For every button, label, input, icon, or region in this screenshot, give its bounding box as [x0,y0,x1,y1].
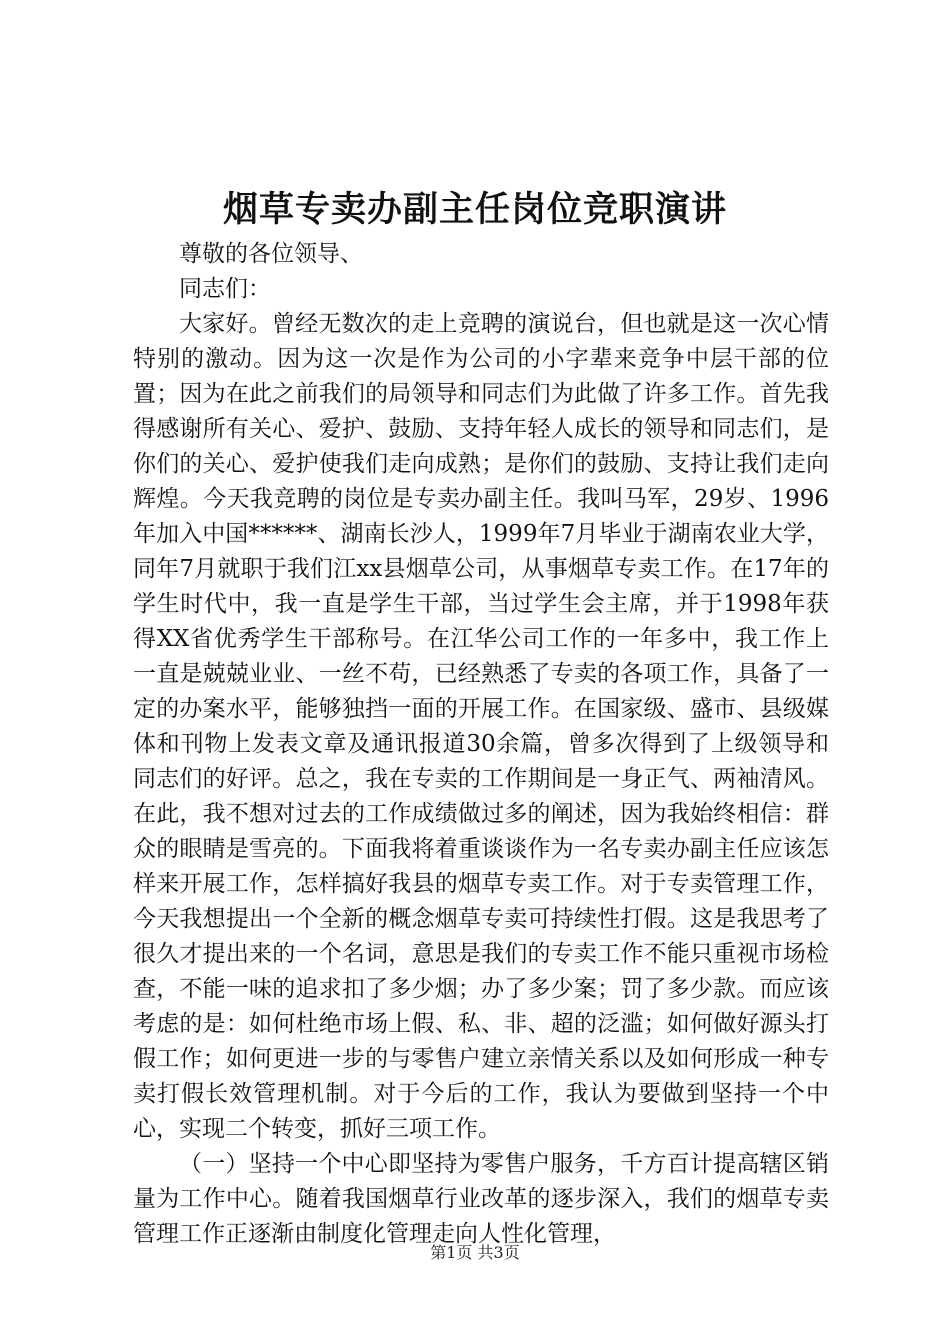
salutation-line-2: 同志们： [179,276,271,302]
salutation-line-1: 尊敬的各位领导、 [179,241,363,267]
document-title: 烟草专卖办副主任岗位竞职演讲 [222,189,727,230]
paragraph-1: 大家好。曾经无数次的走上竞聘的演说台，但也就是这一次心情特别的激动。因为这一次是作为公司的小字辈来竞争中层干部的位置；因为在此之前我们的局领导和同志们为此做了许多工作。首先我得感谢所有关心、爱护、鼓励、支持年轻人成长的领导和同志们，是你们的关心、爱护使我们走向成熟；是你们的鼓励、支持让我们走向辉煌。今天我竞聘的岗位是专卖办副主任。我叫马军，29岁、1996年加入中国******、湖南长沙人，1999年7月毕业于湖南农业大学，同年7月就职于我们江xx县烟草公司，从事烟草专卖工作。在17年的学生时代中，我一直是学生干部，当过学生会主席，并于1998年获得XX省优秀学生干部称号。在江华公司工作的一年多中，我工作上一直是兢兢业业、一丝不苟，已经熟悉了专卖的各项工作，具备了一定的办案水平，能够独挡一面的开展工作。在国家级、盛市、县级媒体和刊物上发表文章及通讯报道30余篇，曾多次得到了上级领导和同志们的好评。总之，我在专卖的工作期间是一身正气、两袖清风。在此，我不想对过去的工作成绩做过多的阐述，因为我始终相信：群众的眼睛是雪亮的。下面我将着重谈谈作为一名专卖办副主任应该怎样来开展工作，怎样搞好我县的烟草专卖工作。对于专卖管理工作，今天我想提出一个全新的概念烟草专卖可持续性打假。这是我思考了很久才提出来的一个名词，意思是我们的专卖工作不能只重视市场检查，不能一味的追求扣了多少烟；办了多少案；罚了多少款。而应该考虑的是：如何杜绝市场上假、私、非、超的泛滥；如何做好源头打假工作；如何更进一步的与零售户建立亲情关系以及如何形成一种专卖打假长效管理机制。对于今后的工作，我认为要做到坚持一个中心，实现二个转变，抓好三项工作。 [133,311,829,1142]
paragraph-2: （一）坚持一个中心即坚持为零售户服务，千方百计提高辖区销量为工作中心。随着我国烟草行业改革的逐步深入，我们的烟草专卖管理工作正逐渐由制度化管理走向人性化管理， [133,1151,829,1247]
page-footer: 第1页 共3页 [430,1243,520,1262]
document-body [133,237,829,1252]
